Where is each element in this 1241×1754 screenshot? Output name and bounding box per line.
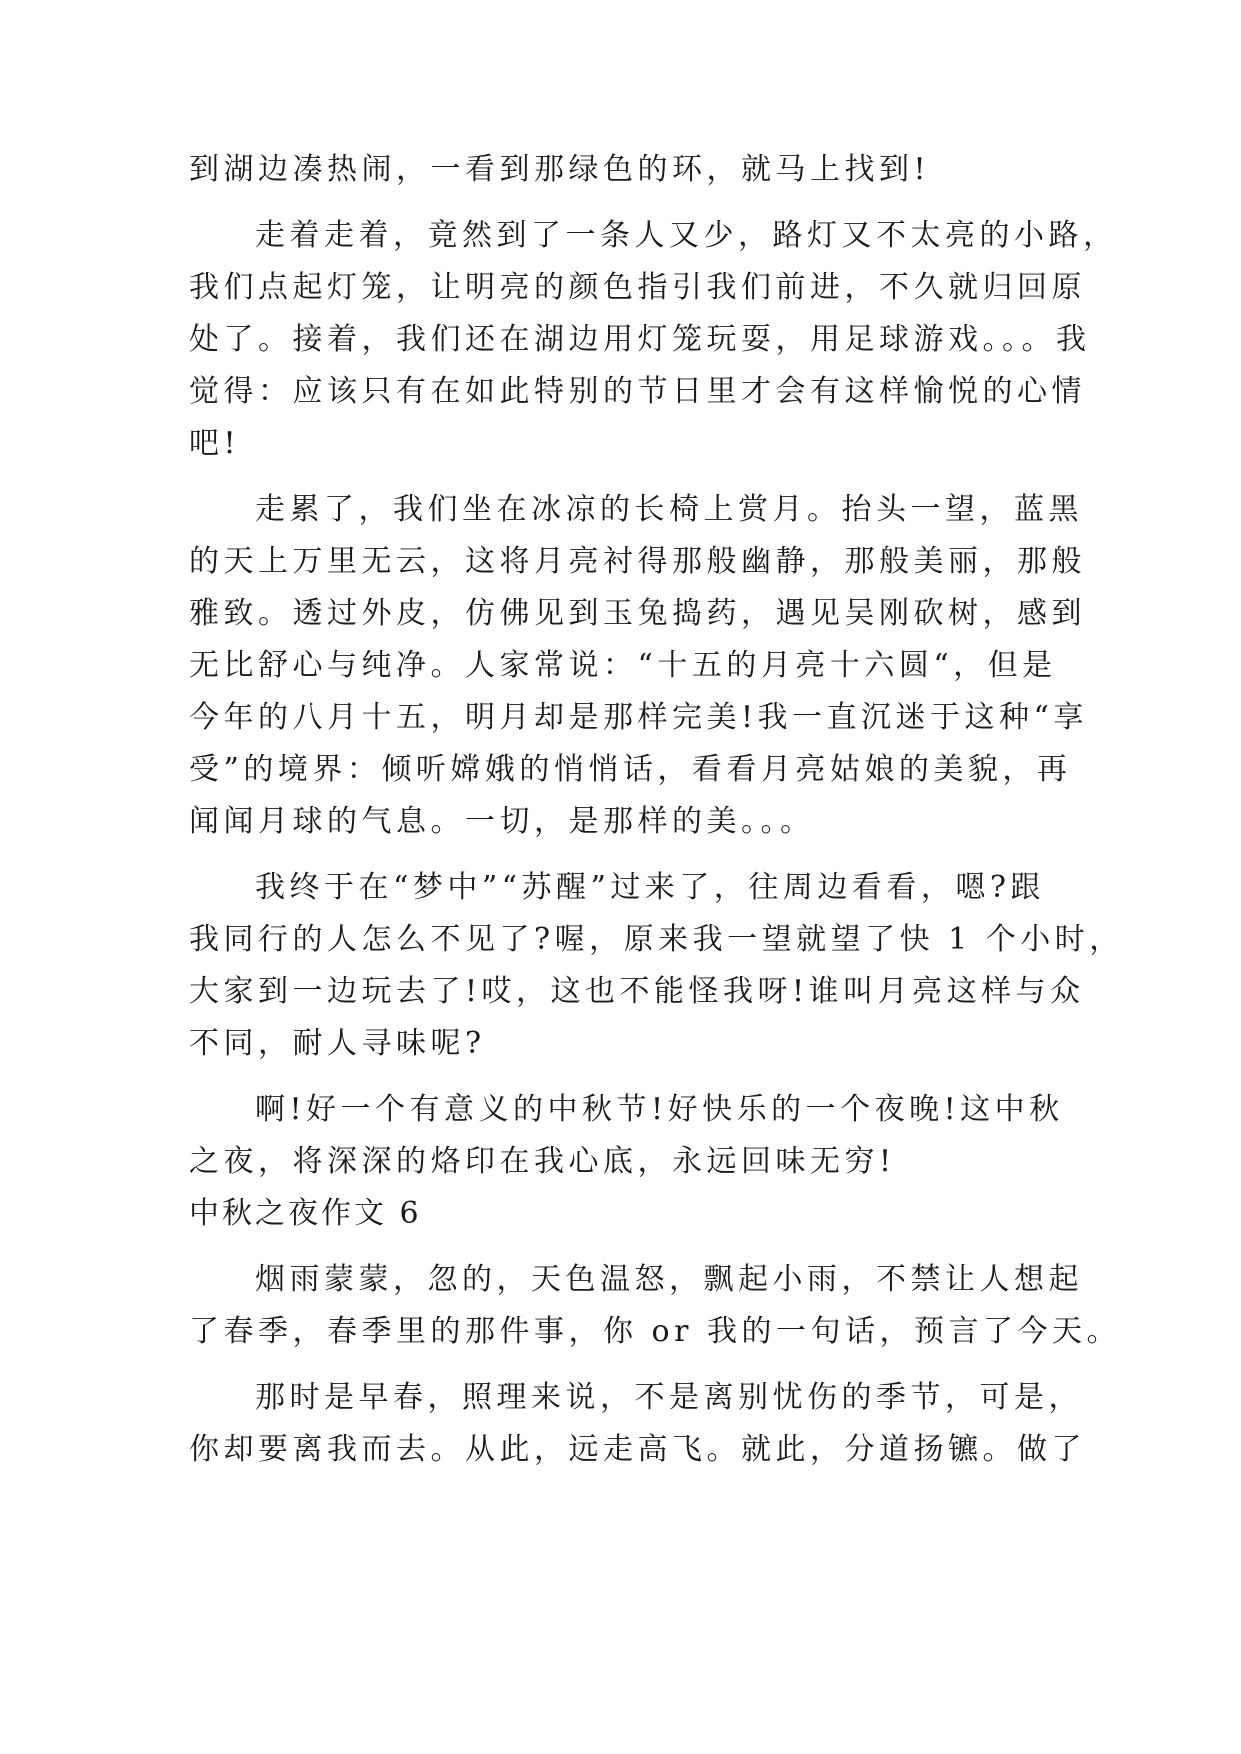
- paragraph-start: 走累了，我们坐在冰凉的长椅上赏月。抬头一望，蓝黑: [255, 492, 1083, 527]
- paragraph-start: 我终于在“梦中”“苏醒”过来了，往周边看看，嗯?跟: [255, 870, 1045, 905]
- paragraph-start: 那时是早春，照理来说，不是离别忧伤的季节，可是，: [255, 1380, 1083, 1415]
- paragraph-start: 烟雨蒙蒙，忽的，天色温怒，飘起小雨，不禁让人想起: [255, 1262, 1083, 1297]
- text-line: 闻闻月球的气息。一切，是那样的美。。。: [189, 804, 815, 839]
- text-line: 了春季，春季里的那件事，你 or 我的一句话，预言了今天。: [189, 1314, 1121, 1349]
- text-line: 处了。接着，我们还在湖边用灯笼玩耍，用足球游戏。。。我: [189, 322, 1091, 357]
- text-line: 我同行的人怎么不见了?喔，原来我一望就望了快 1 个小时，: [189, 922, 1124, 957]
- text-line: 你却要离我而去。从此，远走高飞。就此，分道扬镳。做了: [189, 1432, 1086, 1467]
- text-line: 的天上万里无云，这将月亮衬得那般幽静，那般美丽，那般: [189, 544, 1086, 579]
- text-line: 今年的八月十五，明月却是那样完美!我一直沉迷于这种“享: [189, 700, 1088, 735]
- text-line: 雅致。透过外皮，仿佛见到玉兔捣药，遇见吴刚砍树，感到: [189, 596, 1086, 631]
- paragraph-start: 走着走着，竟然到了一条人又少，路灯又不太亮的小路，: [255, 218, 1118, 253]
- section-heading: 中秋之夜作文 6: [189, 1196, 422, 1231]
- text-line: 不同，耐人寻味呢?: [189, 1026, 486, 1061]
- text-line: 觉得：应该只有在如此特别的节日里才会有这样愉悦的心情: [189, 374, 1086, 409]
- text-line: 受”的境界：倾听嫦娥的悄悄话，看看月亮姑娘的美貌，再: [189, 752, 1072, 787]
- text-line: 无比舒心与纯净。人家常说：“十五的月亮十六圆“，但是: [189, 648, 1057, 683]
- text-line: 我们点起灯笼，让明亮的颜色指引我们前进，不久就归回原: [189, 270, 1086, 305]
- text-line: 之夜，将深深的烙印在我心底，永远回味无穷!: [189, 1144, 896, 1179]
- paragraph-start: 啊!好一个有意义的中秋节!好快乐的一个夜晚!这中秋: [255, 1092, 1064, 1127]
- text-line: 到湖边凑热闹，一看到那绿色的环，就马上找到!: [189, 152, 931, 187]
- text-line: 大家到一边玩去了!哎，这也不能怪我呀!谁叫月亮这样与众: [189, 974, 1085, 1009]
- text-line: 吧!: [189, 426, 241, 461]
